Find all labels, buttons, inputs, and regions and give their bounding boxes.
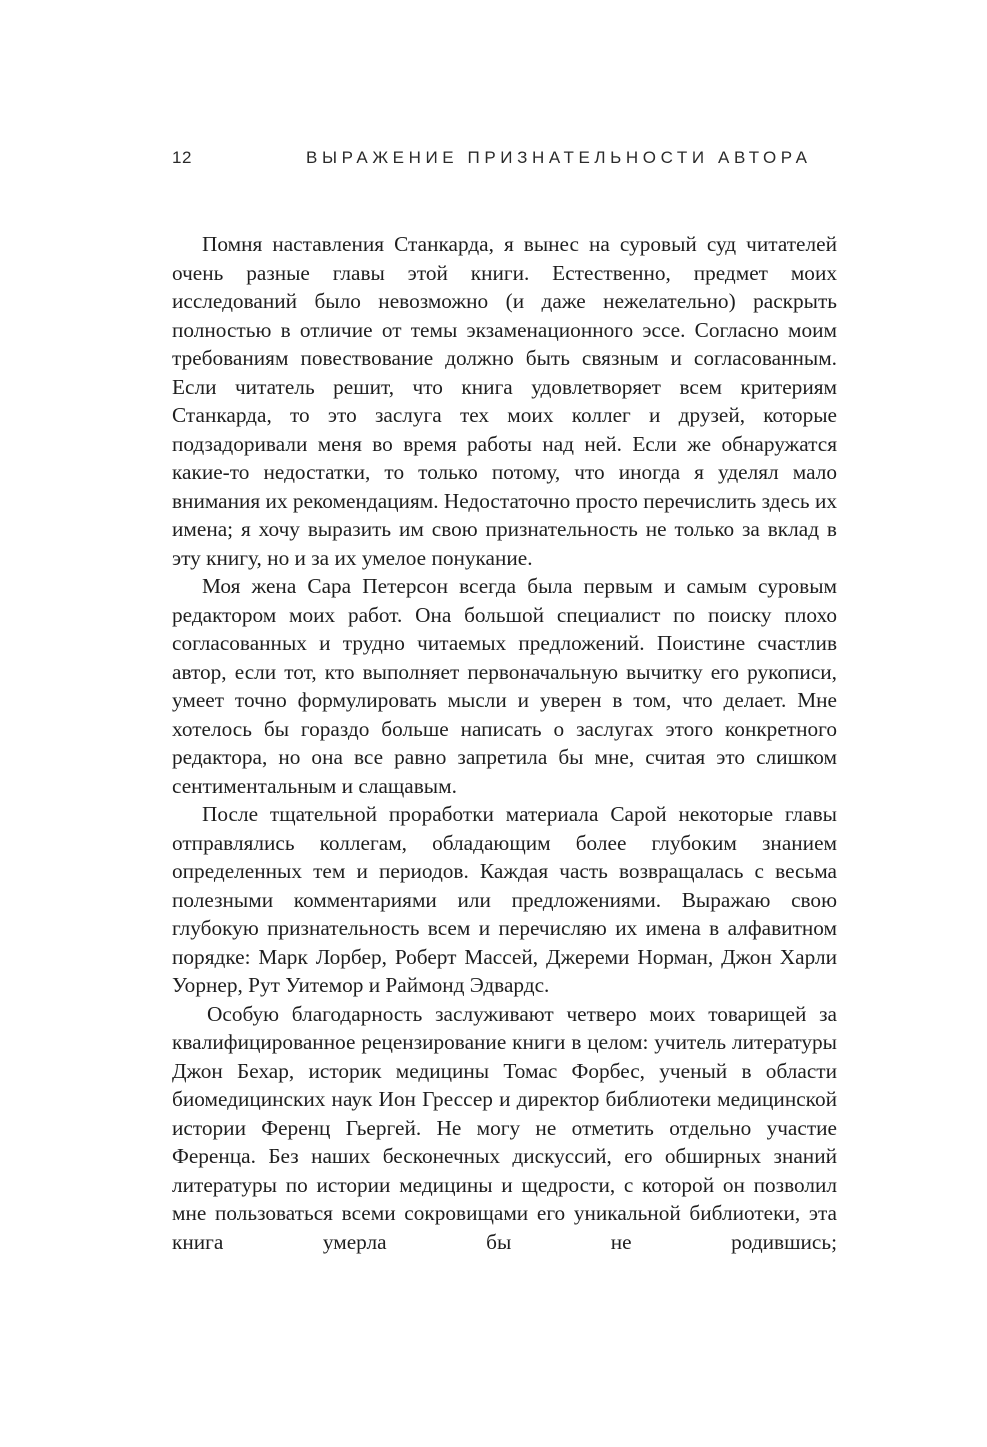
paragraph-stankard: Помня наставления Станкарда, я вынес на суровый суд читателей очень разные главы этой книги. Естественно, предмет моих исследований было невозможно (и даже нежелательно) раскрыть полностью в отличие от темы экзаменационного эссе. Согласно моим требованиям повествование должно быть связным и согласованным. Если читатель решит, что книга удовлетворяет всем критериям Станкарда, то это заслуга тех моих коллег и друзей, которые подзадоривали меня во время работы над ней. Если же обнаружатся какие-то недостатки, то только потому, что иногда я уделял мало внимания их рекомендациям. Недостаточно просто перечислить здесь их имена; я хочу выразить им свою признательность не только за вклад в эту книгу, но и за их умелое понукание. xyxy=(172,232,837,570)
body-text xyxy=(172,230,837,1256)
running-header xyxy=(172,146,834,174)
page-number: 12 xyxy=(172,148,192,167)
paragraph-colleagues: После тщательной проработки материала Сарой некоторые главы отправлялись коллегам, обладающим более глубоким знанием определенных тем и периодов. Каждая часть возвращалась с весьма полезными комментариями или предложениями. Выражаю свою глубокую признательность всем и перечисляю их имена в алфавитном порядке: Марк Лорбер, Роберт Массей, Джереми Норман, Джон Харли Уорнер, Рут Уитемор и Раймонд Эдвардс. xyxy=(172,802,837,997)
paragraph-sarah-peterson: Моя жена Сара Петерсон всегда была первым и самым суровым редактором моих работ. Она большой специалист по поиску плохо согласованных и трудно читаемых предложений. Поистине счастлив автор, если тот, кто выполняет первоначальную вычитку его рукописи, умеет точно формулировать мысли и уверен в том, что делает. Мне хотелось бы гораздо больше написать о заслугах этого конкретного редактора, но она все равно запретила бы мне, считая это слишком сентиментальным и слащавым. xyxy=(172,574,837,798)
chapter-title: ВЫРАЖЕНИЕ ПРИЗНАТЕЛЬНОСТИ АВТОРА xyxy=(306,148,812,167)
paragraph-reviewers: Особую благодарность заслуживают четверо моих товарищей за квалифицированное рецензирование книги в целом: учитель литературы Джон Бехар, историк медицины Томас Форбес, ученый в области биомедицинских наук Ион Грессер и директор библиотеки медицинской истории Ференц Гьергей. Не могу не отметить отдельно участие Ференца. Без наших бесконечных дискуссий, его обширных знаний литературы по истории медицины и щедрости, с которой он позволил мне пользоваться всеми сокровищами его уникальной библиотеки, эта книга умерла бы не родившись; xyxy=(172,1001,837,1254)
